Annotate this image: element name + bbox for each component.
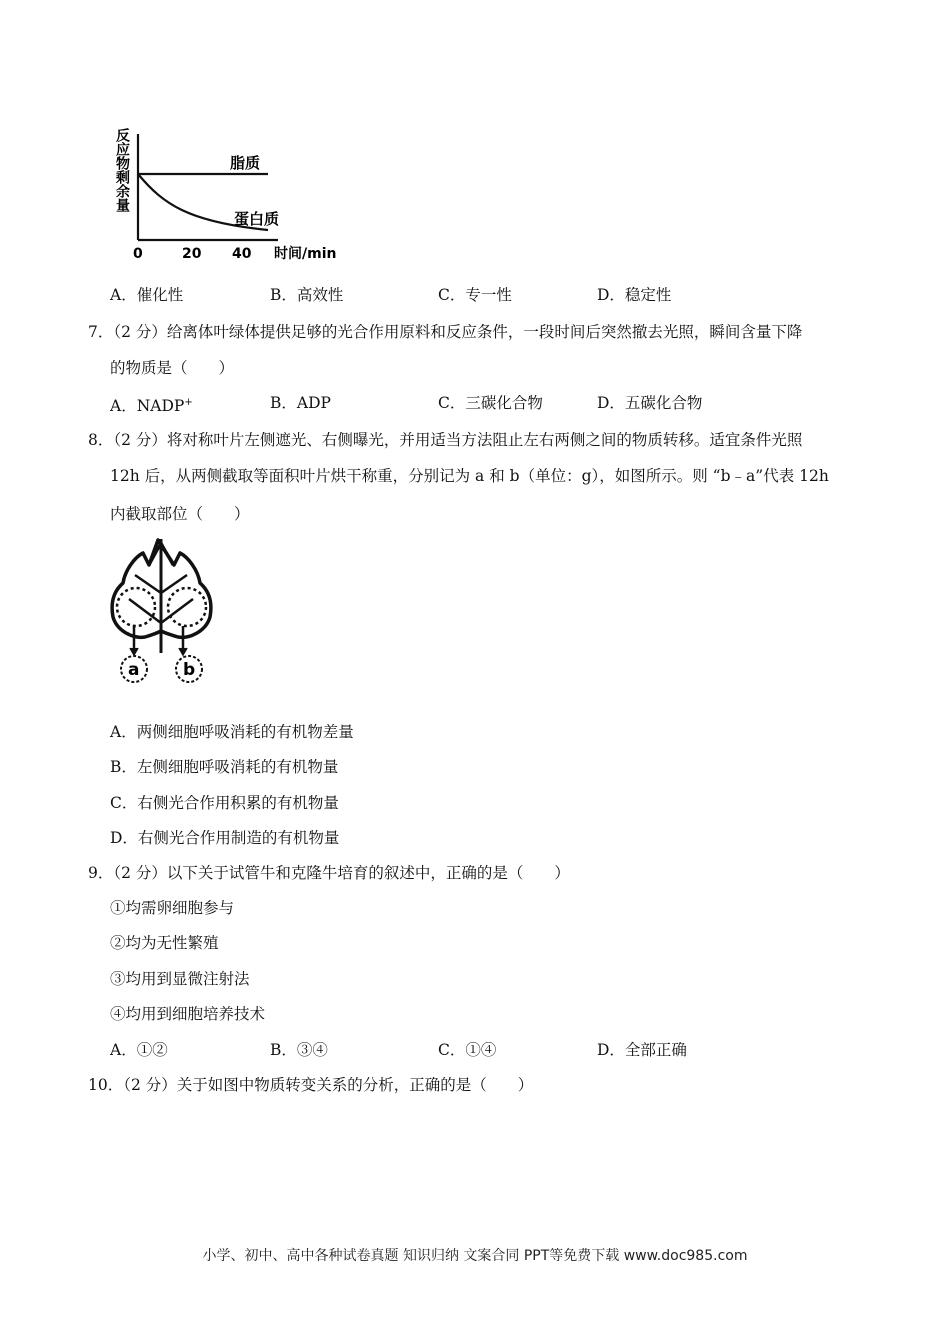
enzyme-specificity-graph [108,124,353,264]
q9-item-4: ④均用到细胞培养技术 [110,1005,266,1023]
q8-stem-line3: 内截取部位（ ） [110,505,250,523]
right-sample-circle [168,588,206,626]
page-footer: 小学、初中、高中各种试卷真题 知识归纳 文案合同 PPT等免费下载 www.doc985.com [202,1248,748,1264]
q7-option-a-sup: + [184,397,193,408]
q7-option-a[interactable] [110,393,193,416]
q8-option-b[interactable]: B．左侧细胞呼吸消耗的有机物量 [110,758,339,776]
q10-stem-line1: 10．（2 分）关于如图中物质转变关系的分析，正确的是（ ） [88,1076,534,1094]
q8-option-d[interactable]: D．右侧光合作用制造的有机物量 [110,829,340,847]
q9-option-d[interactable]: D．全部正确 [597,1041,687,1059]
left-arrow-head [130,648,138,655]
q9-option-c[interactable]: C．①④ [438,1041,497,1059]
left-sample-circle [117,588,155,626]
q8-stem-line2: 12h 后，从两侧截取等面积叶片烘干称重，分别记为 a 和 b（单位：g），如图所示。则 “b﹣a”代表 12h [110,467,829,485]
q9-item-1: ①均需卵细胞参与 [110,899,235,917]
x-tick-40: 40 [232,246,252,262]
q9-item-3: ③均用到显微注射法 [110,970,250,988]
graph-ylabel: 反应物剩余量 [114,128,130,212]
q8-option-c[interactable]: C．右侧光合作用积累的有机物量 [110,794,339,812]
x-tick-20: 20 [182,246,202,262]
q7-option-a-text: A．NADP [110,397,185,416]
q8-option-a[interactable]: A．两侧细胞呼吸消耗的有机物差量 [110,723,354,741]
q9-item-2: ②均为无性繁殖 [110,934,219,952]
q7-option-c[interactable]: C．三碳化合物 [438,394,543,412]
x-tick-0: 0 [133,246,143,262]
q7-option-d[interactable]: D．五碳化合物 [597,394,703,412]
right-arrow-head [179,648,187,655]
leaf-figure [105,535,220,685]
q6-option-c[interactable]: C．专一性 [438,286,512,304]
q7-stem-line1: 7．（2 分）给离体叶绿体提供足够的光合作用原料和反应条件，一段时间后突然撤去光照，瞬间含量下降 [88,323,803,341]
q9-option-a[interactable]: A．①② [110,1041,168,1059]
q7-stem-line2: 的物质是（ ） [110,359,235,377]
q9-option-b[interactable]: B．③④ [270,1041,328,1059]
q6-option-d[interactable]: D．稳定性 [597,286,672,304]
lipid-label: 脂质 [230,154,261,172]
q6-option-a[interactable]: A．催化性 [110,286,184,304]
protein-label: 蛋白质 [234,210,280,228]
q8-stem-line1: 8．（2 分）将对称叶片左侧遮光、右侧曝光，并用适当方法阻止左右两侧之间的物质转移。适宜条件光照 [88,431,803,449]
q9-stem-line1: 9．（2 分）以下关于试管牛和克隆牛培育的叙述中，正确的是（ ） [88,864,570,882]
q7-option-b[interactable]: B．ADP [270,394,331,412]
sample-b-label: b [183,660,196,680]
graph-xlabel: 时间/min [274,246,337,262]
sample-a-label: a [128,660,140,680]
q6-option-b[interactable]: B．高效性 [270,286,344,304]
